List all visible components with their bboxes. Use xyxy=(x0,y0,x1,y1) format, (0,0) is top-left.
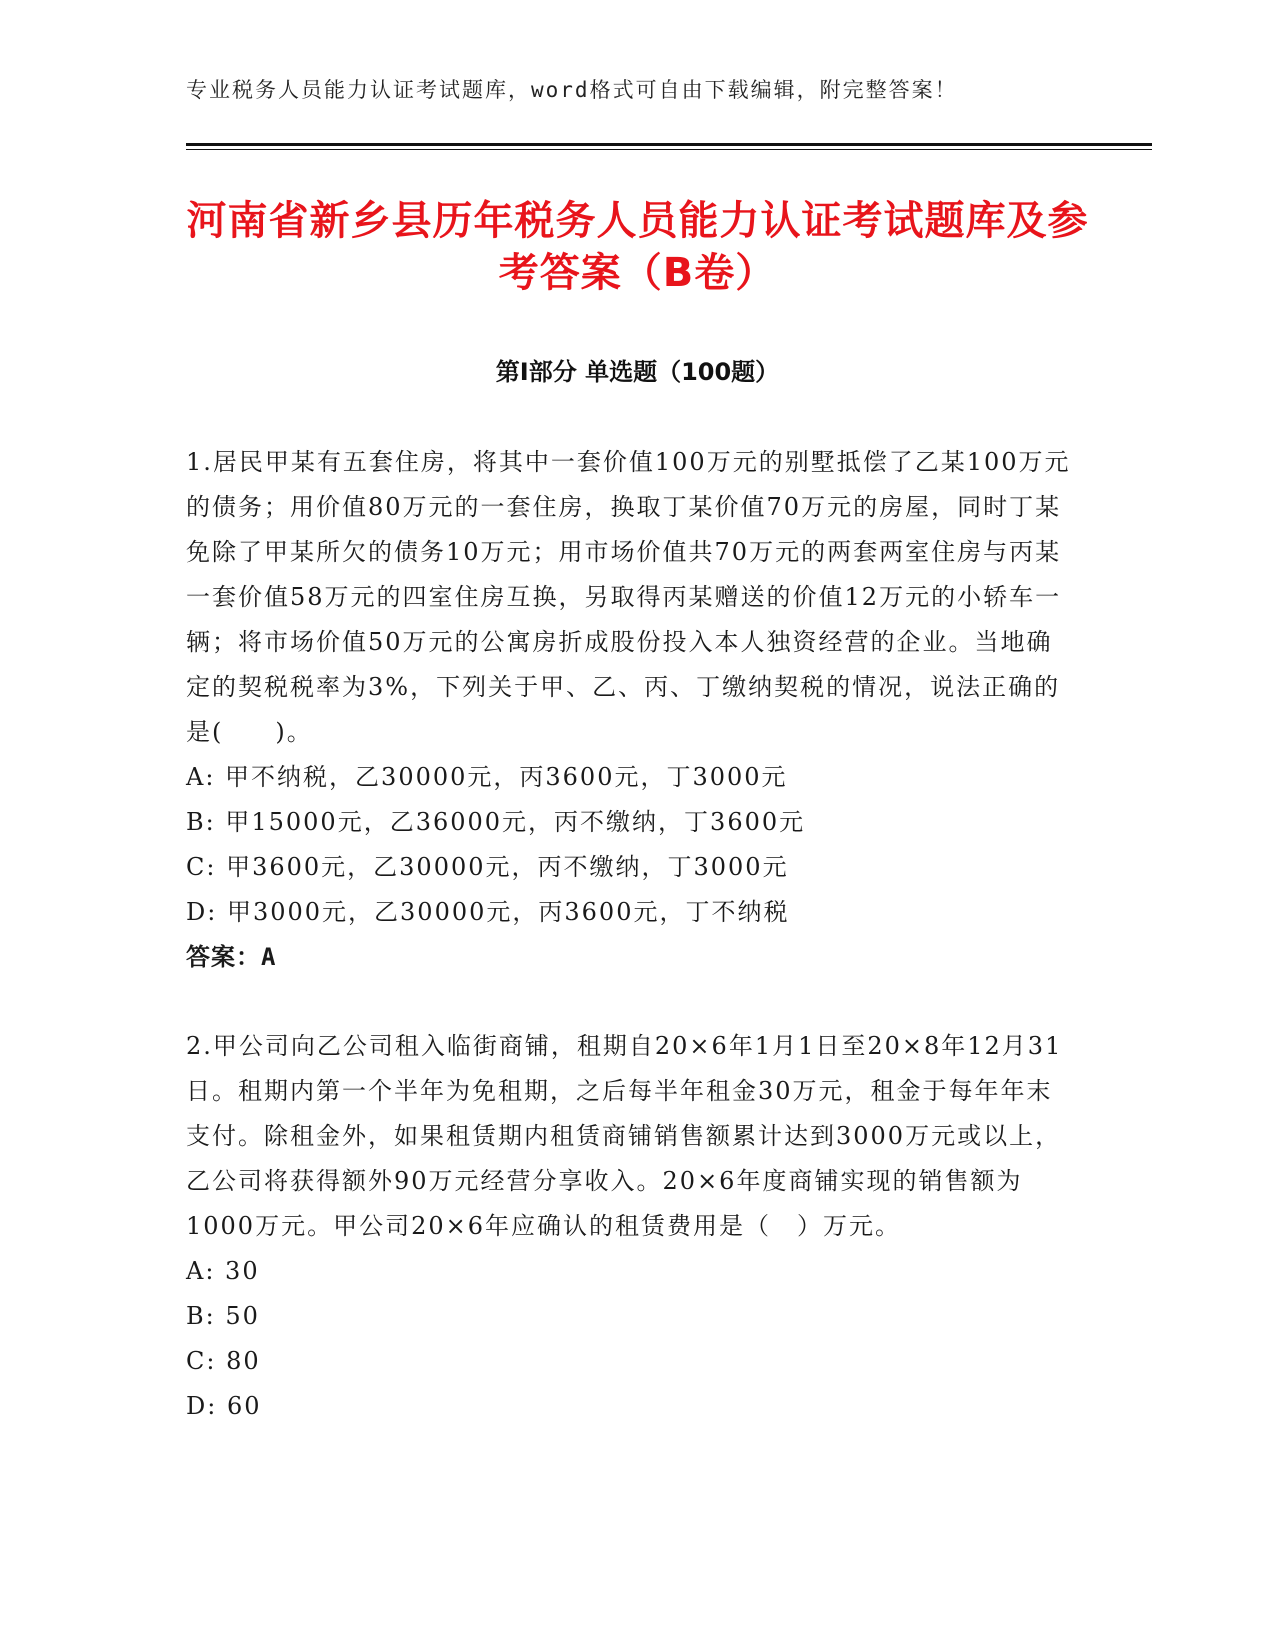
option-b: B: 50 xyxy=(186,1302,260,1330)
option-b: B: 甲15000元，乙36000元，丙不缴纳，丁3600元 xyxy=(186,808,806,836)
option-a: A: 30 xyxy=(186,1257,260,1285)
document-title: 河南省新乡县历年税务人员能力认证考试题库及参考答案（B卷） xyxy=(186,198,1089,296)
option-d: D: 甲3000元，乙30000元，丙3600元，丁不纳税 xyxy=(186,898,790,926)
question-1 xyxy=(186,440,1076,980)
header-rule-thin xyxy=(186,149,1152,150)
option-c: C: 甲3600元，乙30000元，丙不缴纳，丁3000元 xyxy=(186,853,789,881)
question-2 xyxy=(186,1024,1076,1429)
header-note: 专业税务人员能力认证考试题库，word格式可自由下载编辑，附完整答案！ xyxy=(186,78,958,102)
header-rule xyxy=(186,143,1152,146)
question-stem: 1.居民甲某有五套住房，将其中一套价值100万元的别墅抵偿了乙某100万元的债务；用价值80万元的一套住房，换取丁某价值70万元的房屋，同时丁某免除了甲某所欠的债务10万元；用市场价值共70万元的两套两室住房与丙某一套价值58万元的四室住房互换，另取得丙某赠送的价值12万元的小轿车一辆；将市场价值50万元的公寓房折成股份投入本人独资经营的企业。当地确定的契税税率为3%，下列关于甲、乙、丙、丁缴纳契税的情况，说法正确的是( )。 xyxy=(186,448,1071,746)
option-c: C: 80 xyxy=(186,1347,261,1375)
option-a: A: 甲不纳税，乙30000元，丙3600元，丁3000元 xyxy=(186,763,788,791)
answer: 答案：A xyxy=(186,943,277,971)
question-stem: 2.甲公司向乙公司租入临街商铺，租期自20×6年1月1日至20×8年12月31日。租期内第一个半年为免租期，之后每半年租金30万元，租金于每年年末支付。除租金外，如果租赁期内租赁商铺销售额累计达到3000万元或以上，乙公司将获得额外90万元经营分享收入。20×6年度商铺实现的销售额为1000万元。甲公司20×6年应确认的租赁费用是（ ）万元。 xyxy=(186,1032,1063,1240)
section-heading: 第Ⅰ部分 单选题（100题） xyxy=(495,358,780,386)
question-list xyxy=(186,440,1076,1473)
option-d: D: 60 xyxy=(186,1392,262,1420)
